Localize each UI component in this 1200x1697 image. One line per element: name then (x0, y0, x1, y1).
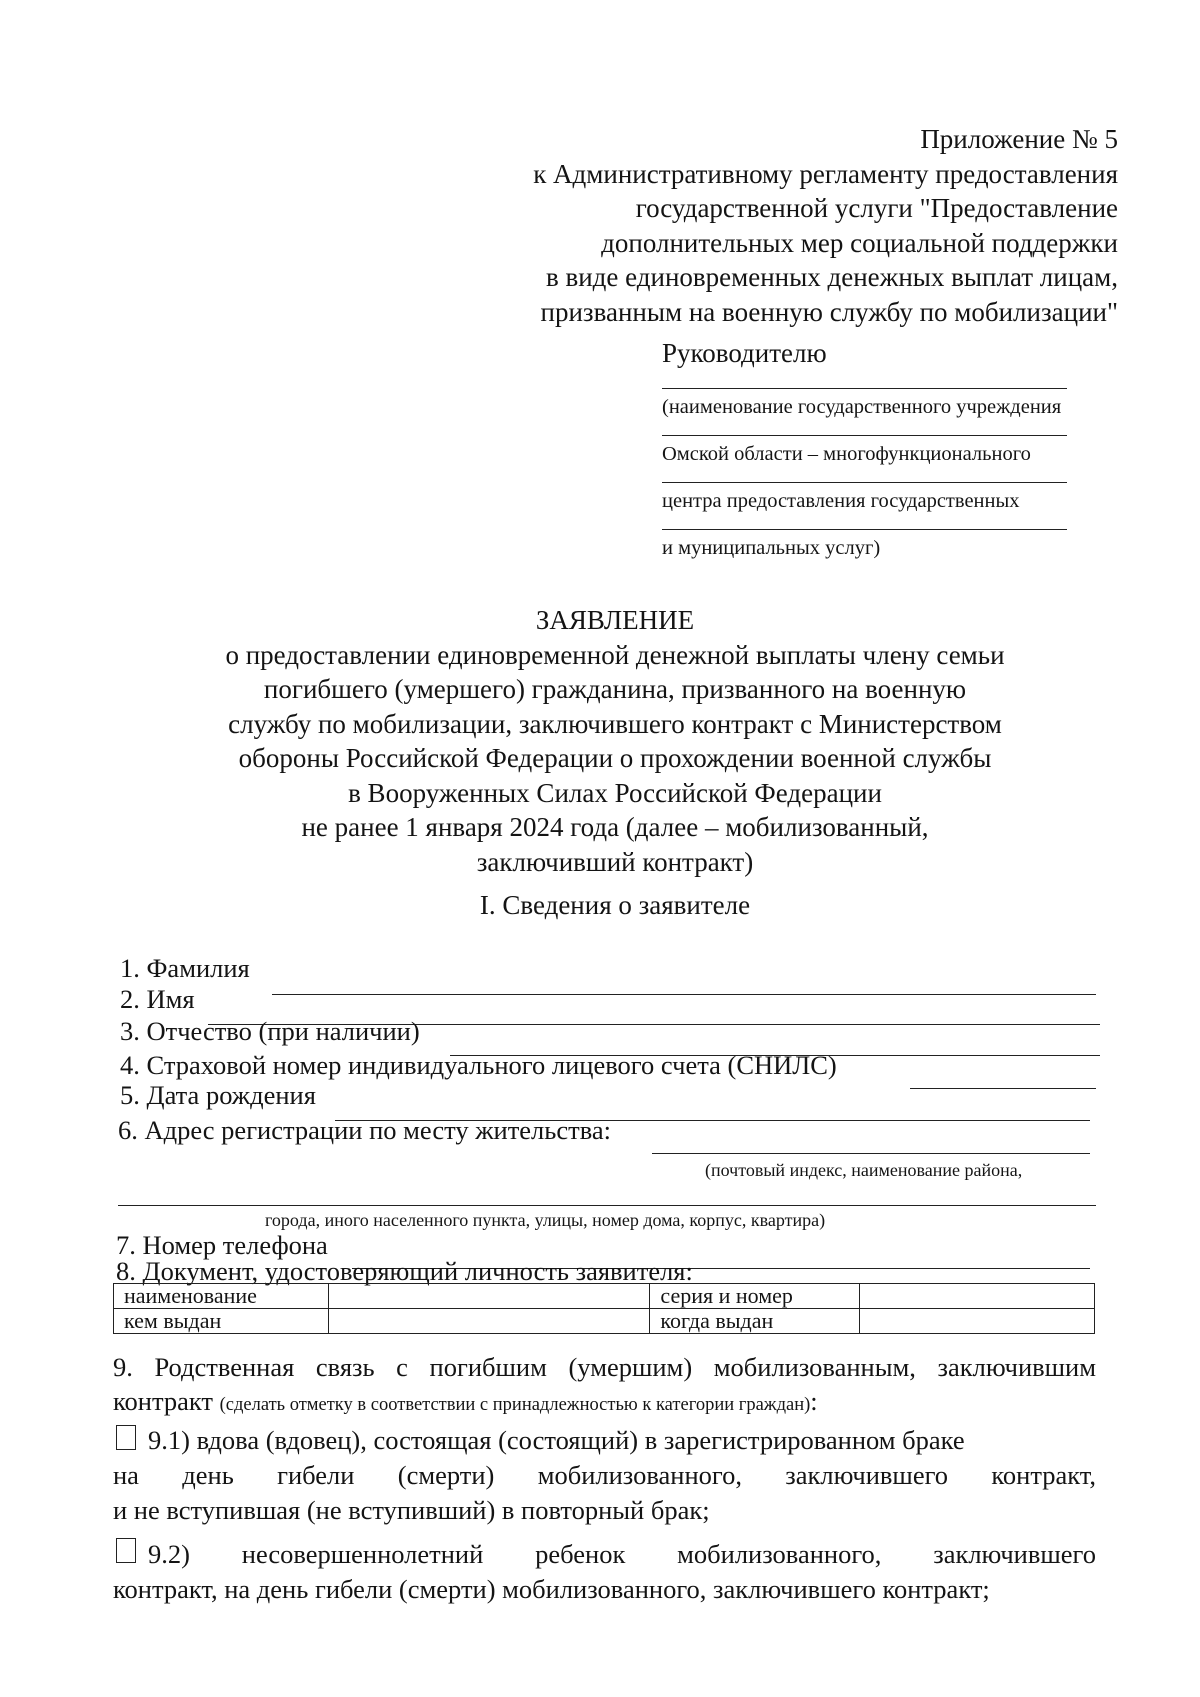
annex-line: Приложение № 5 (920, 124, 1118, 154)
addressee-input-line[interactable] (662, 435, 1067, 436)
addressee-row (662, 478, 1102, 525)
section-title: I. Сведения о заявителе (479, 890, 751, 920)
option-9-2-line: контракт, на день гибели (смерти) мобилизованного, заключившего контракт; (113, 1574, 990, 1604)
option-9-2-line: 9.2) несовершеннолетний ребенок мобилизованного, заключившего (148, 1539, 1096, 1569)
id-document-table (113, 1283, 1095, 1334)
item9-instruction: (сделать отметку в соответствии с принадлежностью к категории граждан) (219, 1395, 811, 1415)
issued-by-input[interactable] (328, 1309, 650, 1334)
item9-text: контракт (113, 1386, 213, 1416)
annex-line: в виде единовременных денежных выплат лицам, (545, 262, 1118, 292)
field-label-address: 6. Адрес регистрации по месту жительства: (118, 1115, 611, 1145)
heading-line: погибшего (умершего) гражданина, призванного на военную (263, 674, 967, 704)
table-label-cell: серия и номер (650, 1284, 860, 1309)
addressee-title: Руководителю (662, 338, 827, 368)
field-label-phone: 7. Номер телефона (116, 1230, 328, 1260)
option-9-1-checkbox[interactable] (116, 1425, 136, 1450)
addressee-row (662, 431, 1102, 478)
addressee-caption: (наименование государственного учреждения (662, 396, 1062, 418)
heading-line: не ранее 1 января 2024 года (далее – мобилизованный, (301, 812, 929, 842)
address-hint: (почтовый индекс, наименование района, (705, 1160, 1023, 1180)
addressee-row (662, 384, 1102, 431)
option-9-1-line: 9.1) вдова (вдовец), состоящая (состоящий) в зарегистрированном браке (148, 1425, 965, 1455)
heading-line: о предоставлении единовременной денежной выплаты члену семьи (225, 639, 1005, 670)
addressee-input-line[interactable] (662, 388, 1067, 389)
heading-line: в Вооруженных Силах Российской Федерации (348, 777, 882, 808)
table-label-cell: наименование (114, 1284, 329, 1309)
item9-line (113, 1384, 1096, 1423)
field-label-surname: 1. Фамилия (120, 953, 250, 983)
surname-input-line[interactable] (272, 994, 1096, 995)
addressee-block (662, 336, 1102, 572)
annex-line: государственной услуги "Предоставление (635, 193, 1118, 223)
heading-line: службу по мобилизации, заключившего контракт с Министерством (228, 708, 1002, 739)
addressee-caption: и муниципальных услуг) (662, 537, 881, 559)
table-row (114, 1284, 1095, 1309)
table-row (114, 1309, 1095, 1334)
snils-input-line[interactable] (910, 1088, 1096, 1089)
field-label-id-document: 8. Документ, удостоверяющий личность заявителя: (116, 1256, 693, 1286)
item9-colon: : (810, 1386, 818, 1416)
annex-line: к Административному регламенту предоставления (533, 158, 1118, 189)
addressee-row (662, 525, 1102, 572)
addressee-caption: центра предоставления государственных (662, 490, 1020, 512)
heading-line: заключивший контракт) (476, 846, 754, 877)
series-number-input[interactable] (860, 1284, 1095, 1309)
addressee-input-line[interactable] (662, 529, 1067, 530)
table-label-cell: кем выдан (114, 1309, 329, 1334)
option-9-1-line: на день гибели (смерти) мобилизованного, заключившего контракт, (113, 1460, 1096, 1490)
issue-date-input[interactable] (860, 1309, 1095, 1334)
addressee-caption: Омской области – многофункционального (662, 443, 1031, 465)
option-9-2-checkbox[interactable] (116, 1538, 136, 1563)
heading-line: обороны Российской Федерации о прохождении военной службы (238, 743, 992, 773)
table-label-cell: когда выдан (650, 1309, 860, 1334)
annex-line: призванным на военную службу по мобилизации" (540, 296, 1118, 327)
annex-header (478, 122, 1118, 329)
document-name-input[interactable] (328, 1284, 650, 1309)
document-heading (150, 603, 1080, 879)
annex-line: дополнительных мер социальной поддержки (601, 227, 1118, 258)
address-input-line-2[interactable] (118, 1205, 1096, 1206)
field-label-name: 2. Имя (120, 984, 195, 1014)
addressee-input-line[interactable] (662, 482, 1067, 483)
item9-line: 9. Родственная связь с погибшим (умершим) мобилизованным, заключившим (113, 1352, 1096, 1382)
field-label-patronymic: 3. Отчество (при наличии) (120, 1016, 420, 1046)
address-input-line[interactable] (652, 1153, 1090, 1154)
field-label-snils: 4. Страховой номер индивидуального лицевого счета (СНИЛС) (120, 1050, 837, 1080)
field-label-birthdate: 5. Дата рождения (120, 1080, 316, 1110)
option-9-1-line: и не вступившая (не вступивший) в повторный брак; (113, 1495, 710, 1525)
address-hint-2: города, иного населенного пункта, улицы, номер дома, корпус, квартира) (265, 1210, 826, 1230)
document-title: ЗАЯВЛЕНИЕ (535, 605, 695, 635)
